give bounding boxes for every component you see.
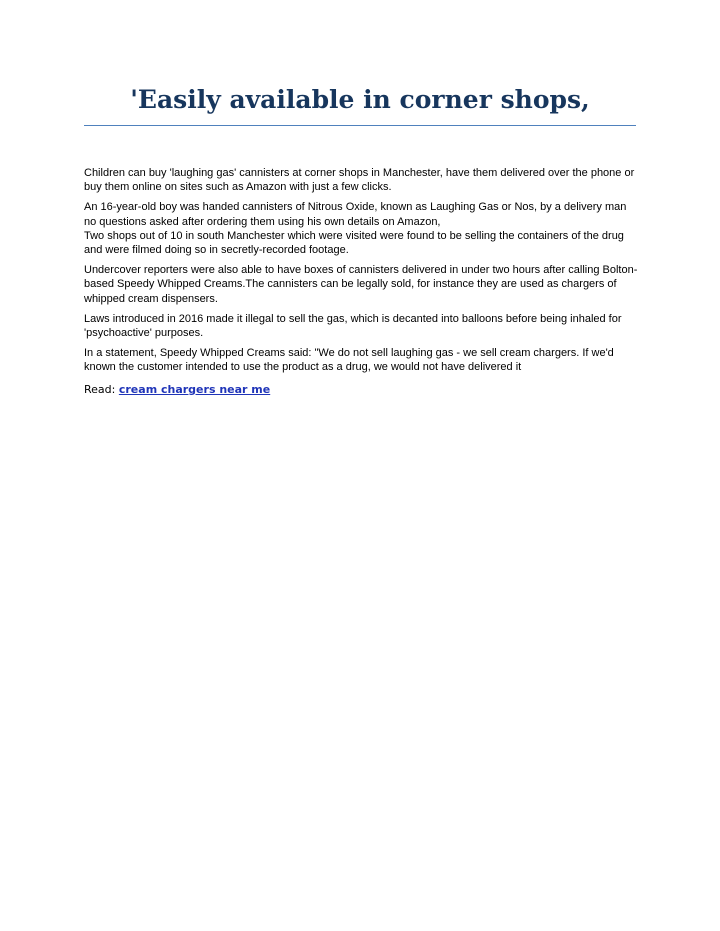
read-more-line (84, 383, 640, 397)
paragraph-boy-line2: Two shops out of 10 in south Manchester which were visited were found to be selling the containers of the drug and were filmed doing so in secretly-recorded footage. (84, 229, 624, 257)
paragraph-boy (84, 200, 640, 257)
page-title: 'Easily available in corner shops, (130, 85, 590, 114)
title-divider (84, 125, 636, 126)
cream-chargers-link[interactable]: cream chargers near me (118, 382, 271, 396)
article-body (84, 166, 640, 397)
paragraph-boy-line1: An 16-year-old boy was handed cannisters of Nitrous Oxide, known as Laughing Gas or Nos, by a delivery man no questions asked after ordering them using his own details on Amazon, (84, 201, 627, 228)
paragraph-undercover: Undercover reporters were also able to have boxes of cannisters delivered in under two hours after calling Bolton-based Speedy Whipped Creams.The cannisters can be legally sold, for instance they are used as chargers of whipped cream dispensers. (84, 264, 638, 305)
paragraph-laws: Laws introduced in 2016 made it illegal to sell the gas, which is decanted into balloons before being inhaled for 'psychoactive' purposes. (84, 312, 622, 340)
read-label: Read: (84, 382, 116, 396)
paragraph-statement: In a statement, Speedy Whipped Creams said: "We do not sell laughing gas - we sell cream chargers. If we'd known the customer intended to use the product as a drug, we would not have delivered it (84, 347, 614, 374)
paragraph-intro: Children can buy 'laughing gas' cannisters at corner shops in Manchester, have them delivered over the phone or buy them online on sites such as Amazon with just a few clicks. (84, 167, 635, 194)
